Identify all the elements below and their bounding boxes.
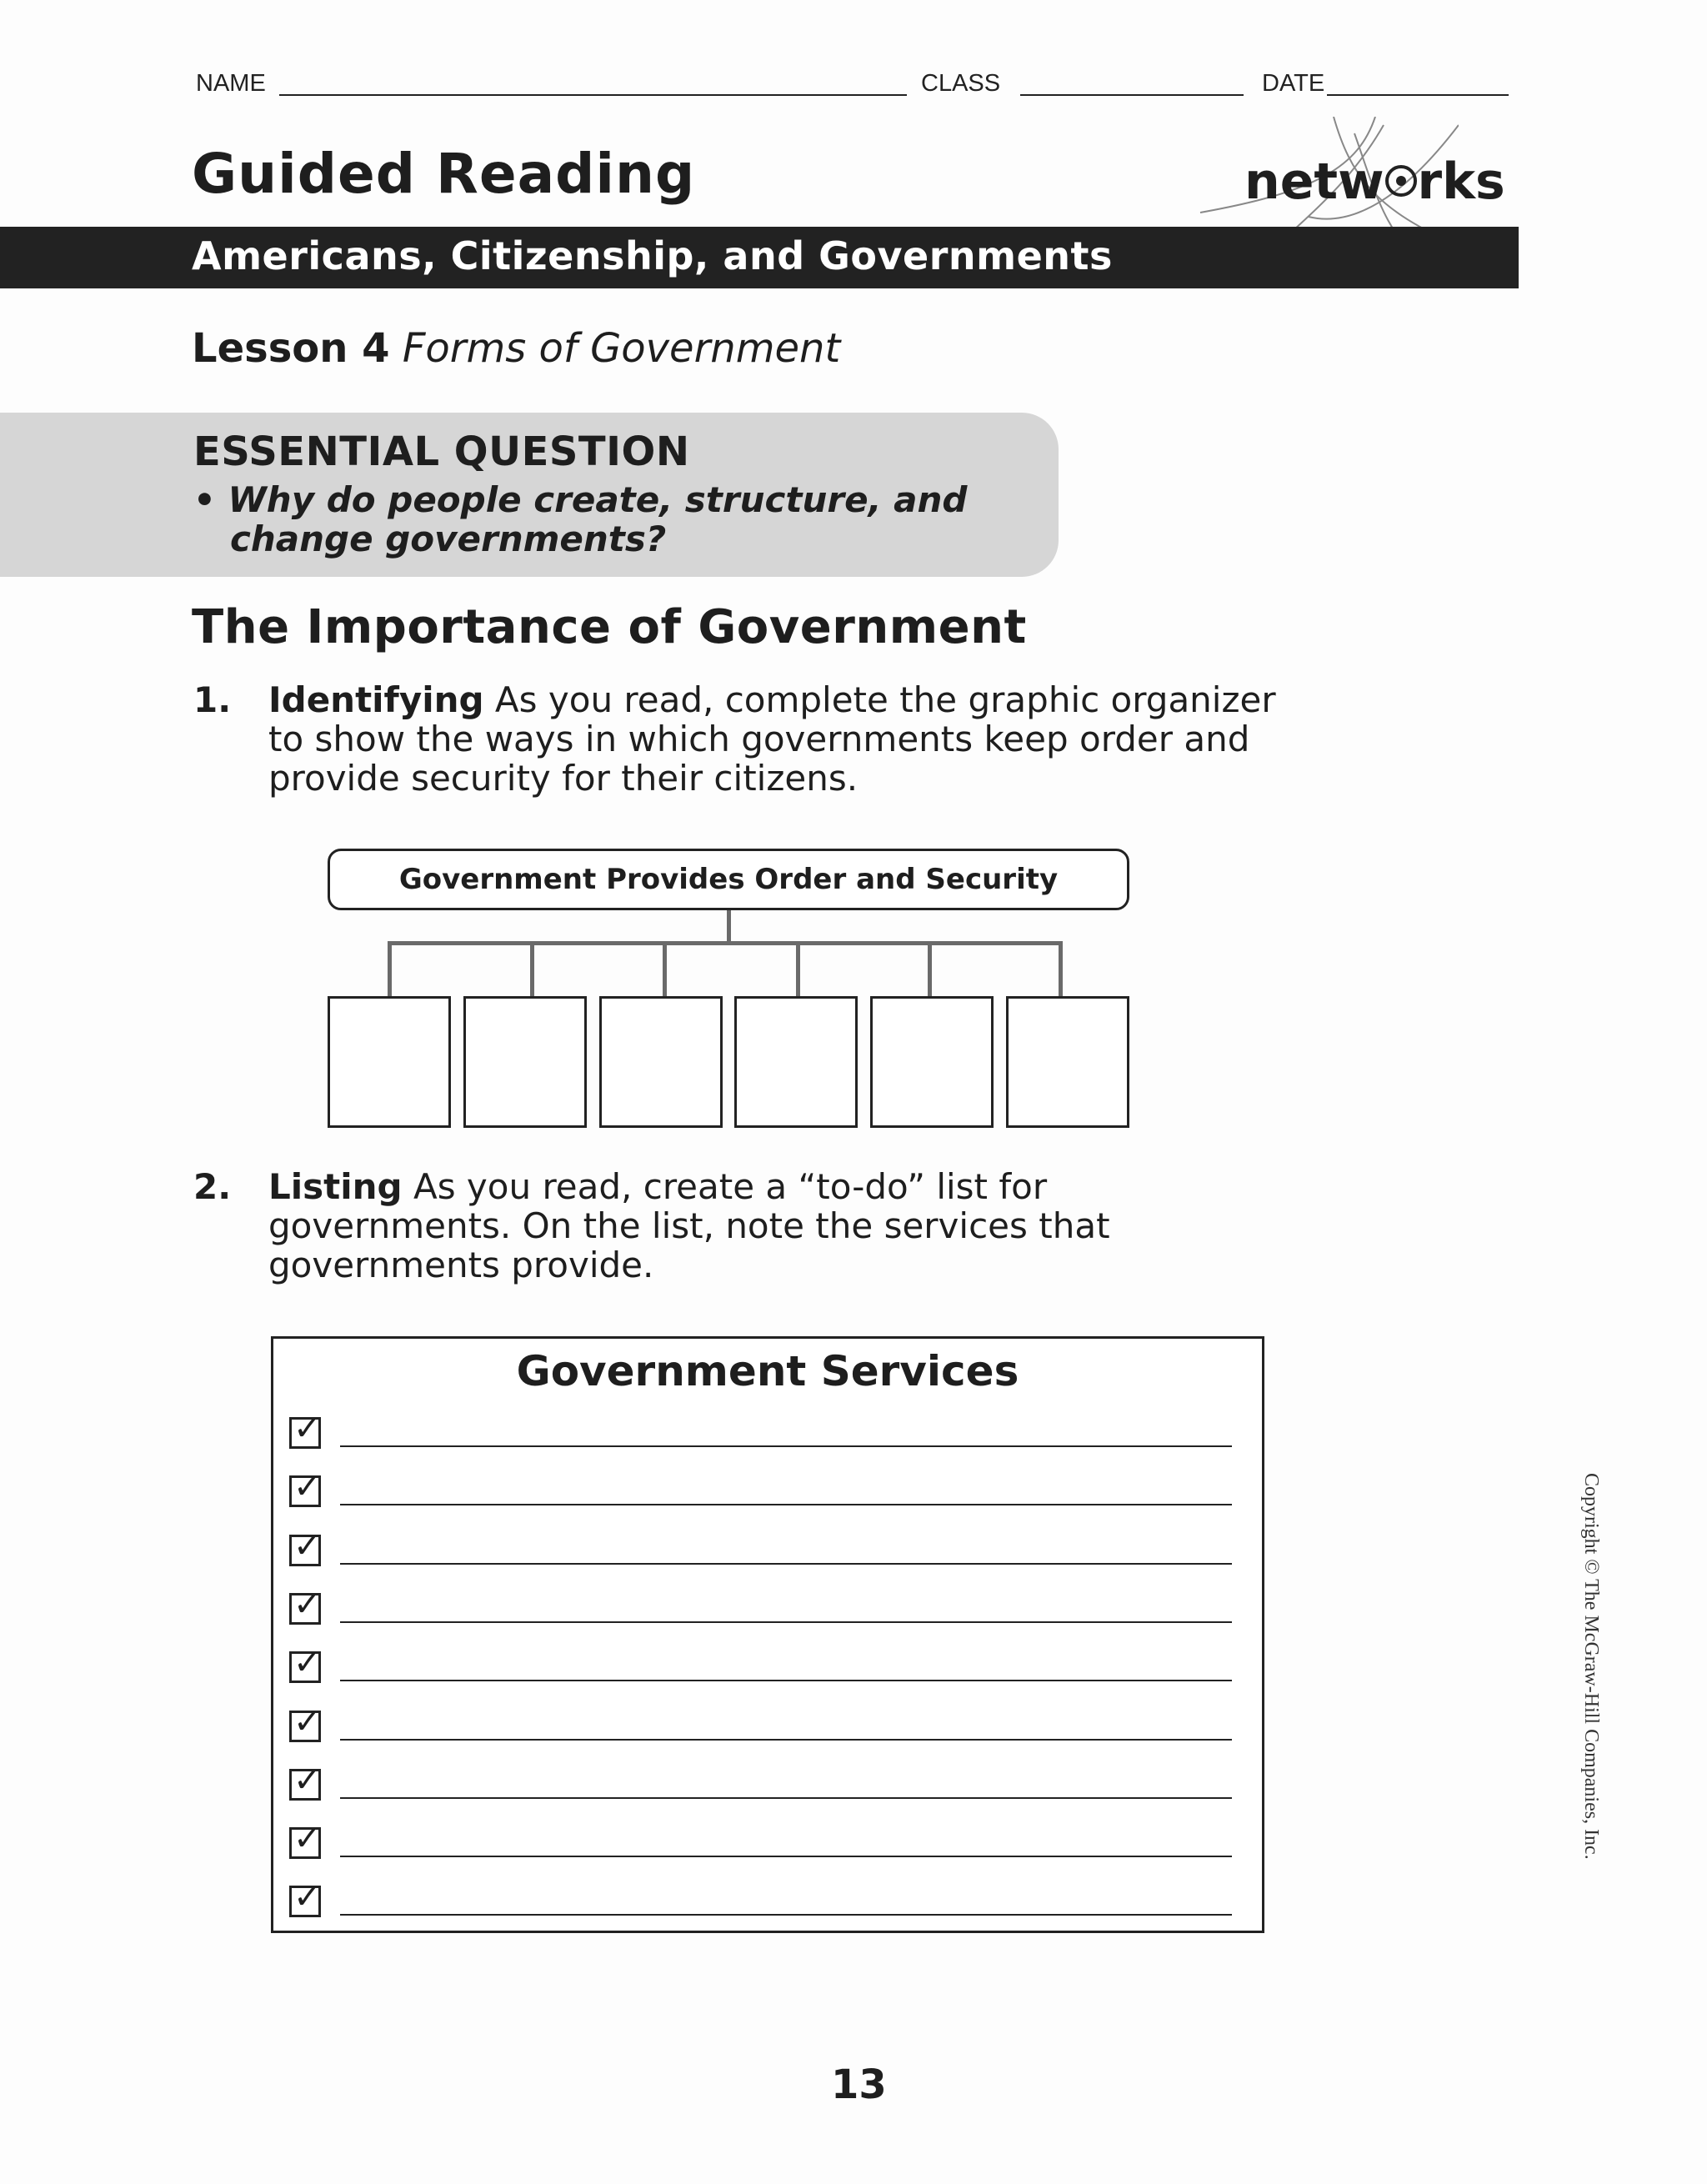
organizer-answer-box-1[interactable]	[328, 996, 451, 1128]
question-line-1: As you read, create a “to-do” list for	[413, 1166, 1048, 1207]
service-answer-line[interactable]	[340, 1739, 1232, 1741]
service-answer-line[interactable]	[340, 1914, 1232, 1916]
section-heading: The Importance of Government	[192, 600, 1027, 654]
checkbox-icon[interactable]	[289, 1468, 322, 1507]
lesson-heading	[192, 325, 840, 372]
service-answer-line[interactable]	[340, 1445, 1232, 1447]
question-body	[268, 680, 1276, 798]
brand-logo	[1244, 153, 1505, 211]
lesson-number: Lesson 4	[192, 325, 390, 372]
checkbox-icon[interactable]	[289, 1527, 322, 1566]
checkbox-icon[interactable]	[289, 1820, 322, 1859]
checkbox-icon[interactable]	[289, 1585, 322, 1625]
lesson-title: Forms of Government	[402, 325, 841, 372]
essential-question-line-1: Why do people create, structure, and	[228, 479, 968, 520]
copyright-notice: Copyright © The McGraw-Hill Companies, Inc.	[1580, 1473, 1602, 1860]
organizer-connector-4	[796, 941, 800, 996]
globe-icon	[1385, 165, 1417, 197]
question-line-2: to show the ways in which governments keep order and	[268, 719, 1250, 759]
class-field[interactable]	[1020, 94, 1244, 96]
checkmark-icon: ✓	[293, 1703, 322, 1741]
checkbox-icon[interactable]	[289, 1878, 322, 1917]
question-line-3: governments provide.	[268, 1245, 654, 1285]
question-number: 2.	[193, 1166, 232, 1207]
question-number: 1.	[193, 679, 232, 720]
checkbox-icon[interactable]	[289, 1644, 322, 1683]
essential-question-heading: ESSENTIAL QUESTION	[193, 428, 690, 475]
question-body	[268, 1167, 1110, 1285]
service-answer-line[interactable]	[340, 1797, 1232, 1799]
name-label: NAME	[196, 70, 266, 97]
chapter-title: Americans, Citizenship, and Governments	[192, 233, 1113, 278]
chapter-band	[0, 227, 1519, 288]
service-answer-line[interactable]	[340, 1680, 1232, 1681]
checkmark-icon: ✓	[293, 1410, 322, 1448]
checkbox-icon[interactable]	[289, 1703, 322, 1742]
organizer-answer-box-5[interactable]	[870, 996, 994, 1128]
checkmark-icon: ✓	[293, 1527, 322, 1565]
organizer-answer-box-6[interactable]	[1006, 996, 1129, 1128]
organizer-connector-5	[928, 941, 932, 996]
date-label: DATE	[1262, 70, 1325, 97]
question-label: Listing	[268, 1166, 403, 1207]
question-1	[193, 680, 1344, 805]
page-title: Guided Reading	[192, 142, 696, 206]
brand-text-pre: netw	[1244, 153, 1384, 211]
checkbox-icon[interactable]	[289, 1761, 322, 1801]
services-title: Government Services	[516, 1347, 1019, 1395]
checkmark-icon: ✓	[293, 1585, 322, 1624]
organizer-connector-stem	[727, 910, 731, 944]
organizer-answer-box-2[interactable]	[463, 996, 587, 1128]
brand-text-post: rks	[1417, 153, 1505, 211]
page-number: 13	[831, 2061, 887, 2108]
question-2	[193, 1167, 1344, 1292]
services-box	[271, 1336, 1264, 1933]
service-answer-line[interactable]	[340, 1504, 1232, 1505]
organizer-answer-box-4[interactable]	[734, 996, 858, 1128]
class-label: CLASS	[921, 70, 1001, 97]
question-line-2: governments. On the list, note the services that	[268, 1205, 1110, 1246]
service-answer-line[interactable]	[340, 1563, 1232, 1565]
question-label: Identifying	[268, 679, 484, 720]
checkmark-icon: ✓	[293, 1878, 322, 1916]
question-line-3: provide security for their citizens.	[268, 758, 859, 799]
organizer-connector-bar	[388, 941, 1063, 945]
checkmark-icon: ✓	[293, 1820, 322, 1858]
organizer-connector-2	[530, 941, 534, 996]
date-field[interactable]	[1327, 94, 1509, 96]
organizer-connector-3	[663, 941, 667, 996]
organizer-answer-box-3[interactable]	[599, 996, 723, 1128]
essential-question-text	[193, 480, 967, 520]
essential-question-line-2: change governments?	[230, 518, 667, 559]
organizer-top-box: Government Provides Order and Security	[328, 849, 1129, 910]
question-line-1: As you read, complete the graphic organizer	[494, 679, 1276, 720]
checkmark-icon: ✓	[293, 1644, 322, 1682]
name-field[interactable]	[279, 94, 907, 96]
bullet: •	[193, 479, 216, 520]
service-answer-line[interactable]	[340, 1621, 1232, 1623]
checkmark-icon: ✓	[293, 1761, 322, 1800]
organizer-connector-1	[388, 941, 392, 996]
checkmark-icon: ✓	[293, 1468, 322, 1506]
checkbox-icon[interactable]	[289, 1410, 322, 1449]
organizer-connector-6	[1059, 941, 1063, 996]
service-answer-line[interactable]	[340, 1856, 1232, 1857]
